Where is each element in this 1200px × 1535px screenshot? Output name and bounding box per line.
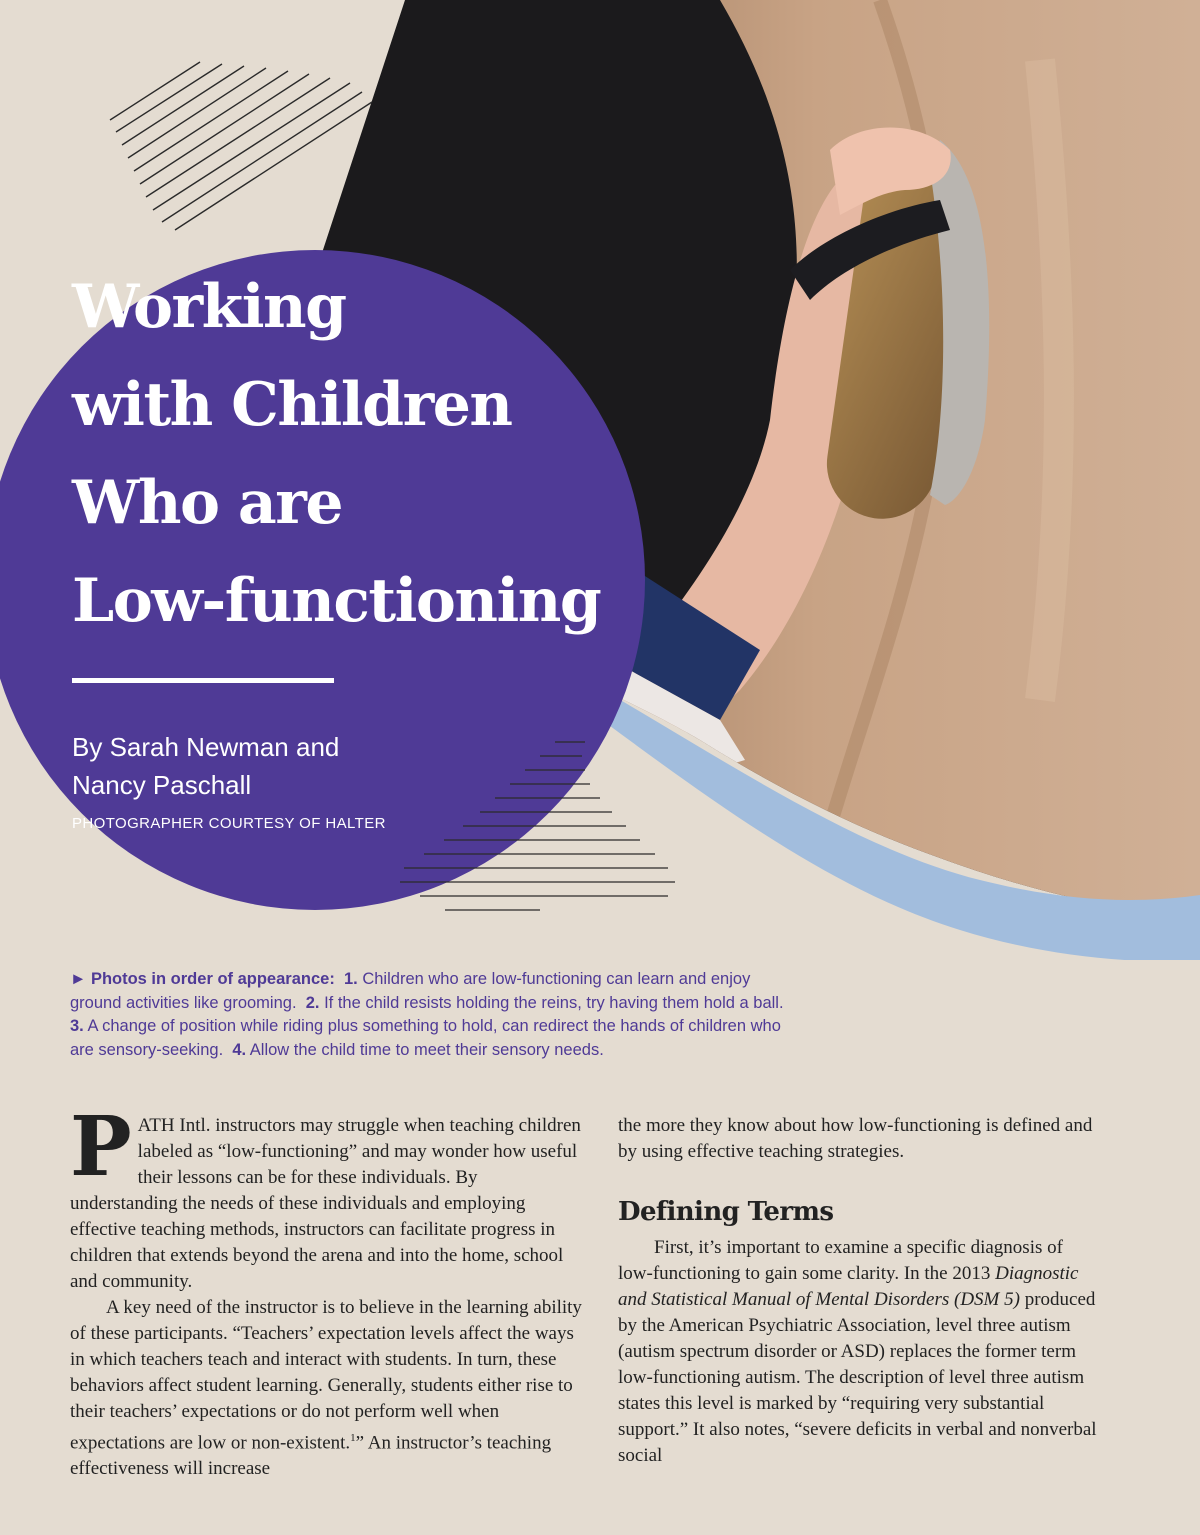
article-title [72, 258, 632, 650]
body-paragraph [70, 1295, 582, 1482]
paragraph-text: A key need of the instructor is to believe in the learning ability of these participants. “Teachers’ expectation levels affect the ways in which teachers teach and interact with students. In turn, these behaviors affect student learning. Generally, students either rise to their teachers’ expectations or do not perform well when expectations are low or non-existent. [70, 1297, 582, 1454]
caption-marker-icon: ► [70, 970, 87, 988]
byline [72, 728, 339, 804]
paragraph-text: ATH Intl. instructors may struggle when teaching children labeled as “low-functioning” and may wonder how useful their lessons can be for these individuals. By understanding the needs of these individuals and employing effective teaching methods, instructors can facilitate progress in children that extends beyond the arena and into the home, school and community. [70, 1115, 581, 1292]
photo-caption [70, 968, 800, 1062]
caption-text: Allow the child time to meet their sensory needs. [249, 1040, 604, 1059]
caption-text: If the child resists holding the reins, try having them hold a ball. [324, 993, 784, 1012]
drop-cap: P [70, 1099, 132, 1195]
caption-text: A change of position while riding plus something to hold, can redirect the hands of children who are sensory-seeking. [70, 1017, 781, 1059]
title-divider [72, 678, 334, 683]
paragraph-text: ” An instructor’s teaching effectiveness will increase [70, 1432, 552, 1480]
caption-num: 2. [305, 993, 320, 1012]
book-title: Diagnostic and Statistical Manual of Mental Disorders (DSM 5) [618, 1263, 1079, 1310]
intro-paragraph [70, 1099, 582, 1295]
body-column-left [70, 1099, 582, 1482]
paragraph-text: First, it’s important to examine a specific diagnosis of low-functioning to gain some clarity. In the 2013 [618, 1237, 1063, 1284]
caption-lead: Photos in order of appearance: [90, 970, 335, 988]
paragraph-text: produced by the American Psychiatric Association, level three autism (autism spectrum disorder or ASD) replaces the former term low-functioning autism. The description of level three autism states this level is marked by “requiring very substantial support.” It also notes, “severe deficits in verbal and nonverbal social [618, 1289, 1097, 1466]
body-column-right [618, 1113, 1100, 1469]
byline-line: By Sarah Newman and [72, 732, 340, 762]
body-paragraph: the more they know about how low-functioning is defined and by using effective teaching strategies. [618, 1115, 1093, 1162]
body-paragraph [618, 1235, 1100, 1469]
diagonal-hatch-pattern [110, 62, 372, 230]
footnote-ref: 1 [350, 1432, 356, 1444]
caption-text: Children who are low-functioning can learn and enjoy ground activities like grooming. [70, 970, 751, 1012]
section-heading: Defining Terms [618, 1197, 834, 1227]
caption-num: 4. [232, 1040, 247, 1059]
title-line: with Children [72, 370, 512, 440]
caption-num: 3. [70, 1017, 84, 1035]
title-line: Who are [72, 468, 343, 538]
title-line: Low-functioning [72, 566, 601, 636]
photo-credit: PHOTOGRAPHER COURTESY OF HALTER [72, 815, 386, 832]
byline-line: Nancy Paschall [72, 770, 252, 800]
title-line: Working [72, 272, 346, 342]
caption-num: 1. [343, 970, 358, 988]
